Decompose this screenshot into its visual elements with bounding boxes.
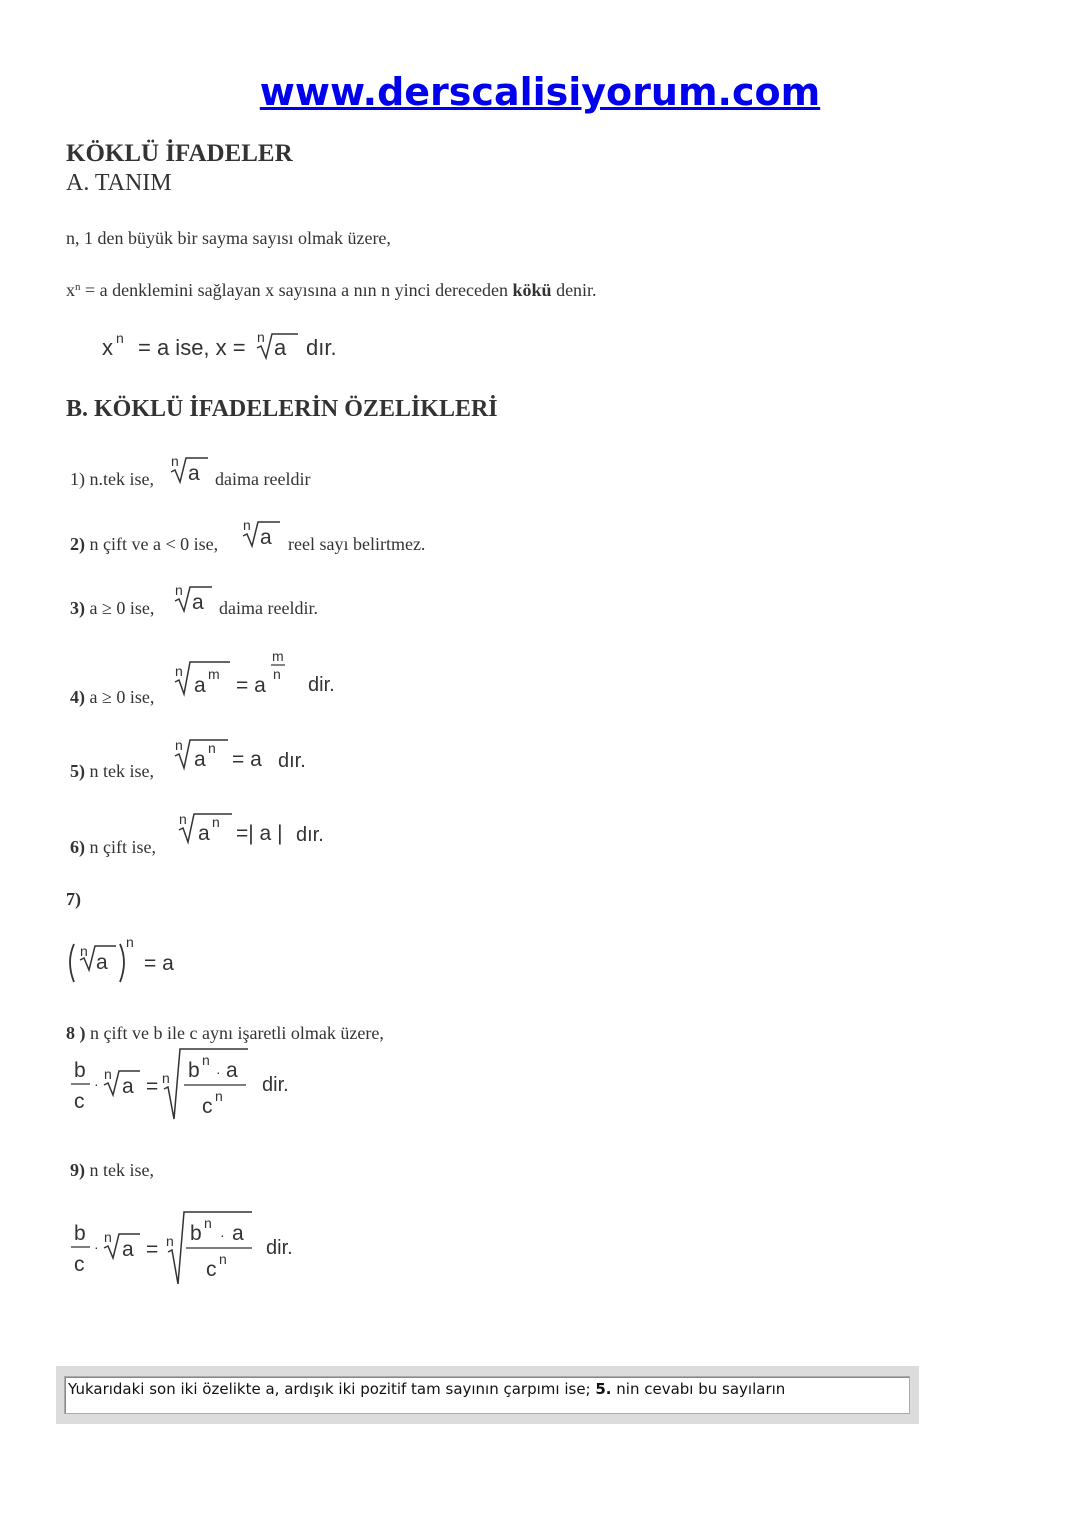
frac-num: m (272, 648, 284, 664)
property-6-formula (176, 810, 296, 850)
exponent: n (208, 740, 216, 756)
frac-den: n (273, 666, 281, 682)
property-6-after: dır. (296, 824, 324, 846)
num-dot: · (220, 1227, 225, 1243)
equals: = (146, 1238, 159, 1261)
property-4-num: 4) (70, 687, 85, 707)
base: a (198, 822, 210, 845)
frac-b: b (74, 1059, 86, 1082)
property-2-text: n çift ve a < 0 ise, (85, 534, 219, 554)
property-4-text: a ≥ 0 ise, (85, 687, 155, 707)
property-3-num: 3) (70, 598, 85, 618)
property-1-text: n.tek ise, (85, 469, 154, 489)
n-superscript: n (75, 281, 81, 293)
footer-note-box (56, 1366, 919, 1424)
footer-note-bold: 5. (595, 1380, 612, 1398)
definition-line-1: n, 1 den büyük bir sayma sayısı olmak üzere, (66, 228, 391, 248)
radicand: a (122, 1075, 134, 1098)
page-title: KÖKLÜ İFADELER (66, 140, 293, 167)
equals-a: = a (232, 748, 262, 771)
definition-formula-svg (102, 326, 362, 366)
site-link[interactable]: www.derscalisiyorum.com (259, 70, 821, 114)
property-2-after: reel sayı belirtmez. (288, 534, 426, 554)
equals: = (146, 1075, 159, 1098)
dot: · (94, 1239, 99, 1255)
property-9-num: 9) (70, 1160, 85, 1180)
property-6-text: n çift ise, (85, 837, 156, 857)
num-exp: n (204, 1215, 212, 1231)
property-9-text: n tek ise, (85, 1160, 154, 1180)
frac-b: b (74, 1222, 86, 1245)
property-6-num: 6) (70, 837, 85, 857)
property-5-label (70, 761, 154, 782)
definition-keyword: kökü (512, 280, 552, 300)
property-9-formula (66, 1208, 266, 1288)
radicand: a (188, 462, 200, 485)
property-7-formula (66, 930, 216, 990)
formula-x: x (102, 335, 113, 360)
den-exp: n (219, 1251, 227, 1267)
exponent: n (126, 934, 134, 950)
property-8-text: n çift ve b ile c aynı işaretli olmak üzere, (85, 1023, 384, 1043)
num-a: a (232, 1222, 244, 1245)
formula-exp: n (116, 330, 124, 346)
frac-c: c (74, 1090, 85, 1113)
equals-a: = a (236, 674, 266, 697)
root-index: n (80, 943, 88, 959)
property-1-num: 1) (70, 469, 85, 489)
radicand: a (192, 591, 204, 614)
property-3-label (70, 598, 154, 619)
property-8-label (66, 1023, 384, 1044)
formula-radicand: a (274, 335, 287, 360)
property-2-num: 2) (70, 534, 85, 554)
formula-eq: = a ise, x = (138, 335, 246, 360)
num-exp: n (202, 1052, 210, 1068)
den-c: c (206, 1258, 217, 1281)
radicand: a (96, 951, 108, 974)
property-6-label (70, 837, 156, 858)
root-index: n (104, 1229, 112, 1245)
property-7-label (66, 889, 81, 910)
base: a (194, 674, 206, 697)
den-c: c (202, 1095, 213, 1118)
radicand: a (260, 526, 272, 549)
equals-a: = a (144, 952, 174, 975)
base: a (194, 748, 206, 771)
footer-note (68, 1380, 785, 1398)
property-4-label (70, 687, 154, 708)
formula-tail: dır. (306, 335, 337, 360)
definition-line-2 (66, 280, 597, 301)
property-1-root (168, 452, 210, 486)
property-9-label (70, 1160, 154, 1181)
exponent: n (212, 814, 220, 830)
formula-root-index: n (257, 329, 265, 345)
root-index: n (104, 1066, 112, 1082)
root-index: n (175, 582, 183, 598)
root-index: n (179, 811, 187, 827)
property-1-after: daima reeldir (215, 469, 311, 489)
num-dot: · (216, 1064, 221, 1080)
property-5-num: 5) (70, 761, 85, 781)
definition-formula (102, 326, 362, 366)
definition-text: = a denklemini sağlayan x sayısına a nın n yinci dereceden (80, 280, 513, 300)
section-b-title: B. KÖKLÜ İFADELERİN ÖZELİKLERİ (66, 396, 498, 422)
outer-root-index: n (162, 1070, 170, 1086)
root-index: n (175, 663, 183, 679)
footer-note-pre: Yukarıdaki son iki özelikte a, ardışık iki pozitif tam sayının çarpımı ise; (68, 1380, 596, 1398)
property-4-formula (172, 646, 312, 706)
property-5-formula (172, 736, 272, 776)
num-a: a (226, 1059, 238, 1082)
property-5-text: n tek ise, (85, 761, 154, 781)
den-exp: n (215, 1088, 223, 1104)
property-4-after: dir. (308, 674, 335, 696)
paren-left-icon (70, 944, 74, 982)
footer-note-post: nin cevabı bu sayıların (611, 1380, 786, 1398)
outer-root-index: n (166, 1233, 174, 1249)
root-index: n (243, 517, 251, 533)
property-3-after: daima reeldir. (219, 598, 318, 618)
property-8-after: dir. (262, 1074, 289, 1096)
frac-c: c (74, 1253, 85, 1276)
definition-tail: denir. (551, 280, 597, 300)
section-a-title: A. TANIM (66, 170, 172, 196)
property-1-label (70, 469, 154, 490)
property-5-after: dır. (278, 750, 306, 772)
x-symbol: x (66, 280, 75, 300)
abs-a: =| a | (236, 822, 283, 845)
radicand: a (122, 1238, 134, 1261)
property-3-root (172, 581, 216, 615)
num-b: b (188, 1059, 200, 1082)
property-3-text: a ≥ 0 ise, (85, 598, 155, 618)
property-2-label (70, 534, 218, 555)
num-b: b (190, 1222, 202, 1245)
exponent: m (208, 666, 220, 682)
dot: · (94, 1076, 99, 1092)
property-7-num: 7) (66, 889, 81, 909)
property-8-num: 8 ) (66, 1023, 86, 1043)
paren-right-icon (120, 944, 124, 982)
property-9-after: dir. (266, 1237, 293, 1259)
property-2-root (240, 516, 284, 550)
root-index: n (171, 453, 179, 469)
property-8-formula (66, 1045, 266, 1125)
root-index: n (175, 737, 183, 753)
